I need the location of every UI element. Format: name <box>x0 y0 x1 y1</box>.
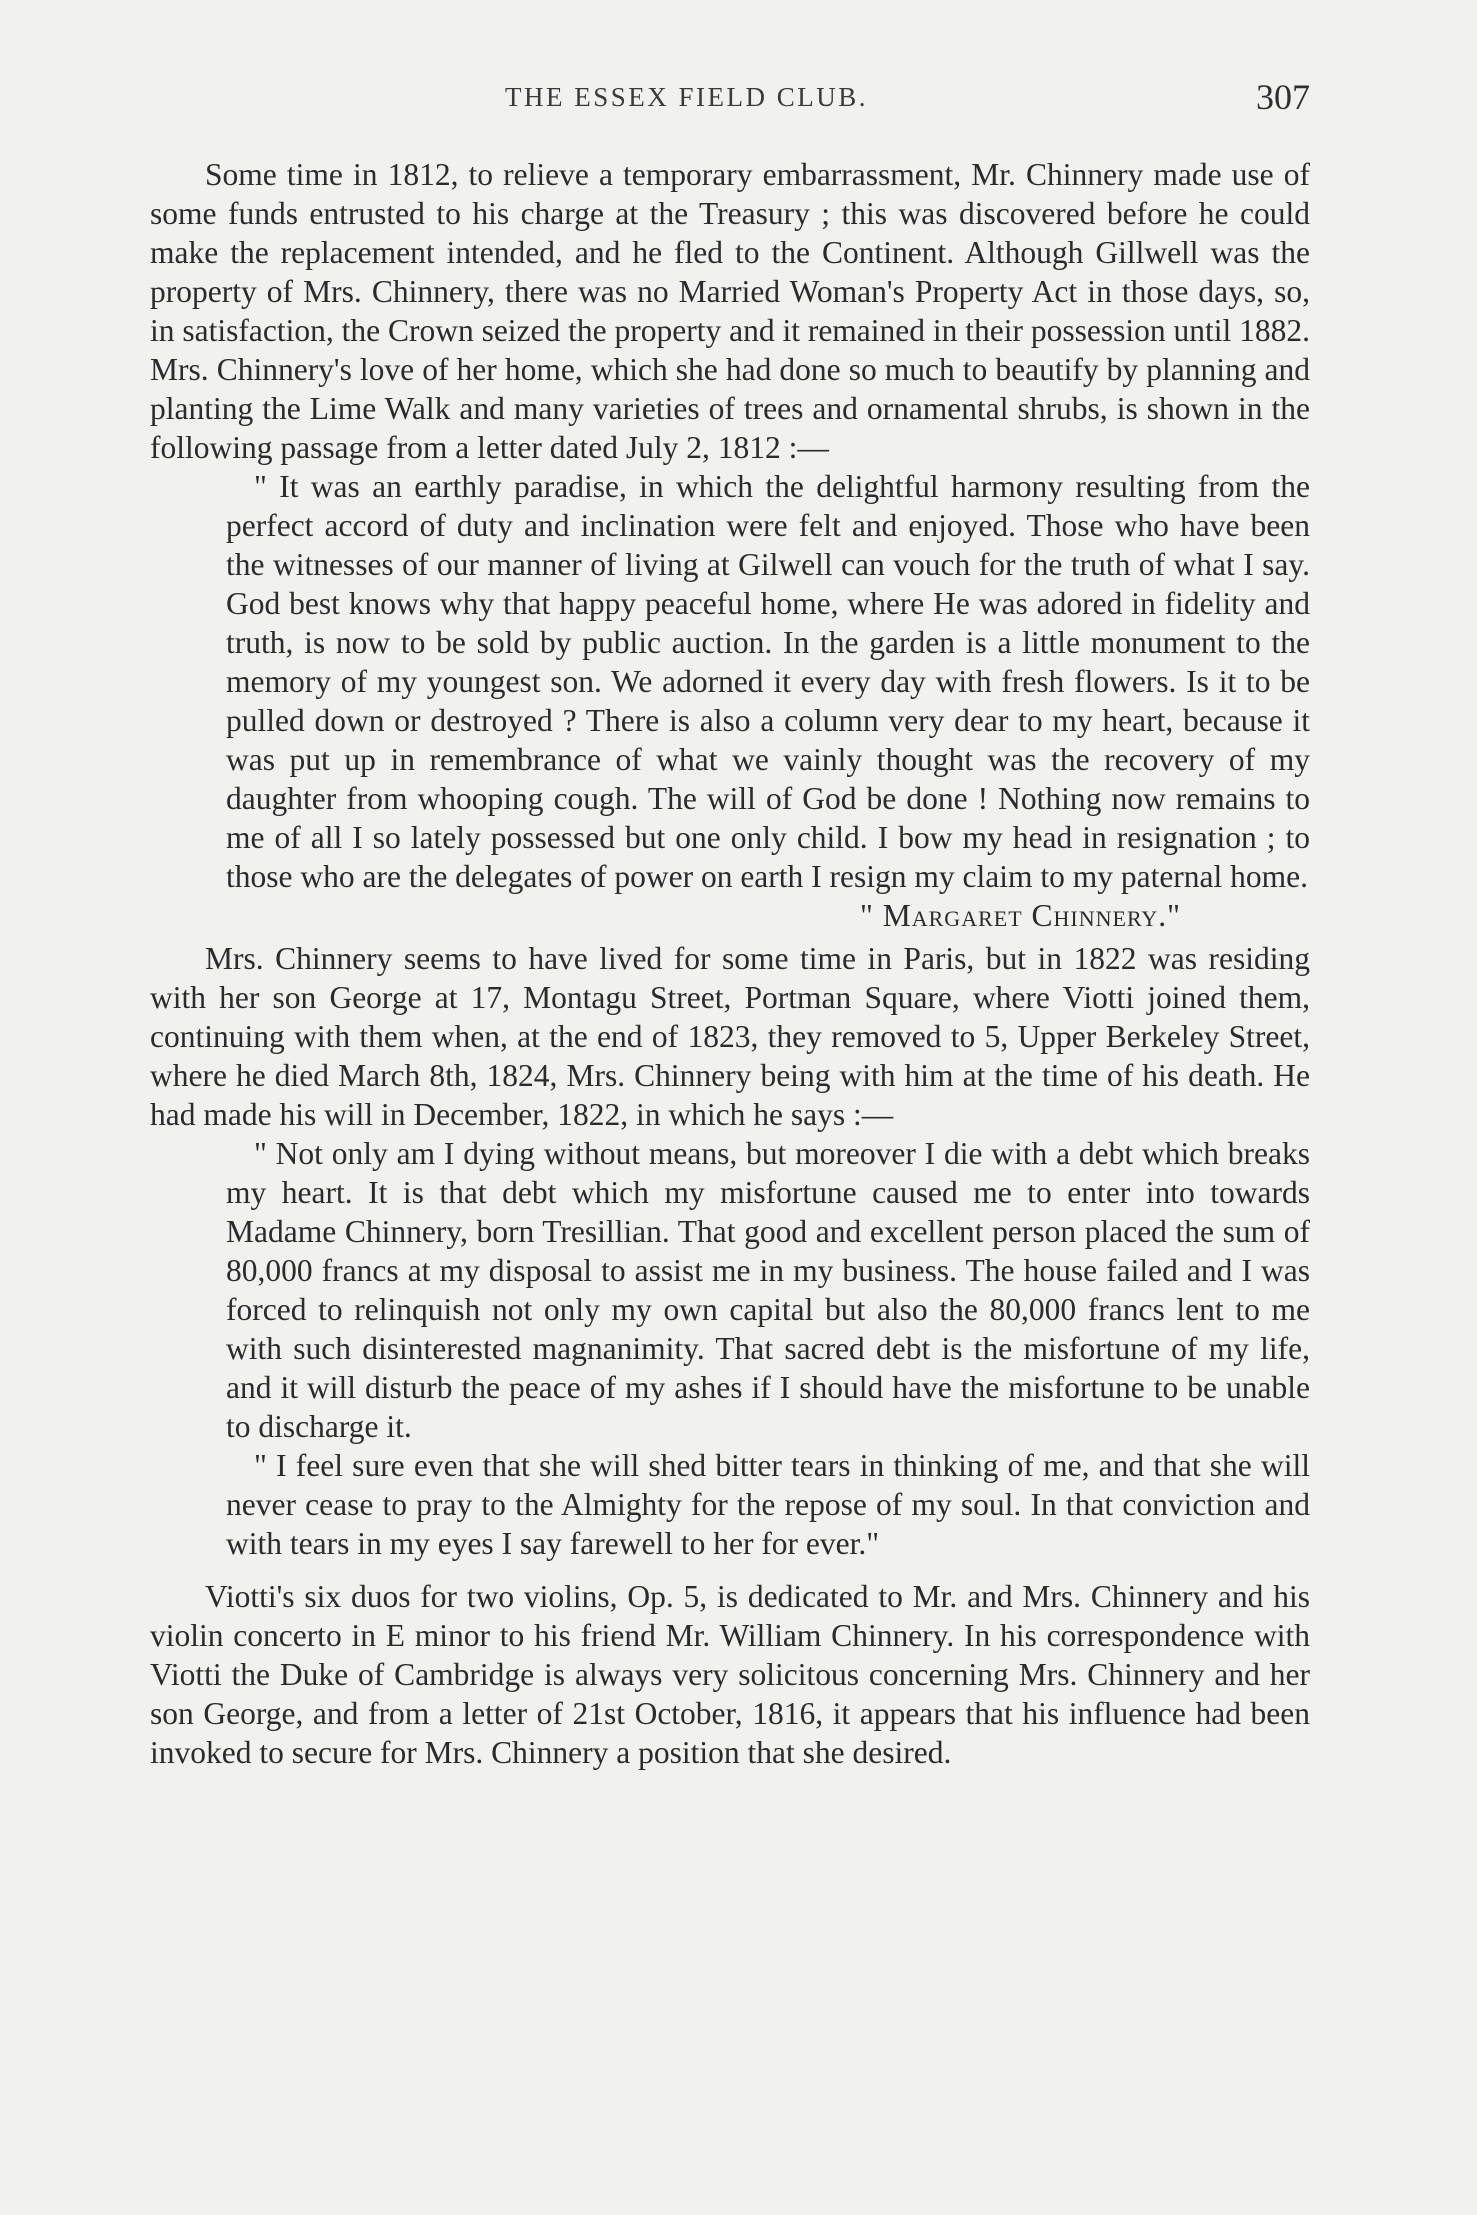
page-number: 307 <box>1256 77 1310 117</box>
paragraph-1: Some time in 1812, to relieve a temporary embarrassment, Mr. Chinnery made use of some funds entrusted to his charge at the Treasury ; this was discovered before he could make the replacement intended, and he fled to the Continent. Although Gillwell was the property of Mrs. Chinnery, there was no Married Woman's Property Act in those days, so, in satisfaction, the Crown seized the property and it remained in their possession until 1882. Mrs. Chinnery's love of her home, which she had done so much to beautify by planning and planting the Lime Walk and many varieties of trees and ornamental shrubs, is shown in the following passage from a letter dated July 2, 1812 :— <box>150 157 1311 465</box>
quote-will-2: " I feel sure even that she will shed bitter tears in thinking of me, and that she will never cease to pray to the Almighty for the repose of my soul. In that conviction and with tears in my eyes I say farewell to her for ever." <box>226 1448 1310 1561</box>
quote-will-1: " Not only am I dying without means, but moreover I die with a debt which breaks my heart. It is that debt which my misfortune caused me to enter into towards Madame Chinnery, born Tresillian. That good and excellent person placed the sum of 80,000 francs at my disposal to assist me in my business. The house failed and I was forced to relinquish not only my own capital but also the 80,000 francs lent to me with such disinterested magnanimity. That sacred debt is the misfortune of my life, and it will disturb the peace of my ashes if I should have the misfortune to be unable to discharge it. <box>226 1136 1310 1444</box>
signature: " Margaret Chinnery." <box>860 898 1182 933</box>
paragraph-3: Viotti's six duos for two violins, Op. 5, is dedicated to Mr. and Mrs. Chinnery and his violin concerto in E minor to his friend Mr. William Chinnery. In his correspondence with Viotti the Duke of Cambridge is always very solicitous concerning Mrs. Chinnery and her son George, and from a letter of 21st October, 1816, it appears that his influence had been invoked to secure for Mrs. Chinnery a position that she desired. <box>150 1579 1310 1770</box>
quote-letter-1812: " It was an earthly paradise, in which the delightful harmony resulting from the perfect accord of duty and inclination were felt and enjoyed. Those who have been the witnesses of our manner of living at Gilwell can vouch for the truth of what I say. God best knows why that happy peaceful home, where He was adored in fidelity and truth, is now to be sold by public auction. In the garden is a little monument to the memory of my youngest son. We adorned it every day with fresh flowers. Is it to be pulled down or destroyed ? There is also a column very dear to my heart, because it was put up in remembrance of what we vainly thought was the recovery of my daughter from whooping cough. The will of God be done ! Nothing now remains to me of all I so lately possessed but one only child. I bow my head in resignation ; to those who are the delegates of power on earth I resign my claim to my paternal home. <box>226 469 1310 894</box>
body-text <box>150 155 1310 1772</box>
running-title: THE ESSEX FIELD CLUB. <box>505 82 868 112</box>
running-head <box>150 77 1310 122</box>
paragraph-2: Mrs. Chinnery seems to have lived for some time in Paris, but in 1822 was residing with her son George at 17, Montagu Street, Portman Square, where Viotti joined them, continuing with them when, at the end of 1823, they removed to 5, Upper Berkeley Street, where he died March 8th, 1824, Mrs. Chinnery being with him at the time of his death. He had made his will in December, 1822, in which he says :— <box>150 941 1310 1132</box>
spacer <box>150 1563 1310 1577</box>
